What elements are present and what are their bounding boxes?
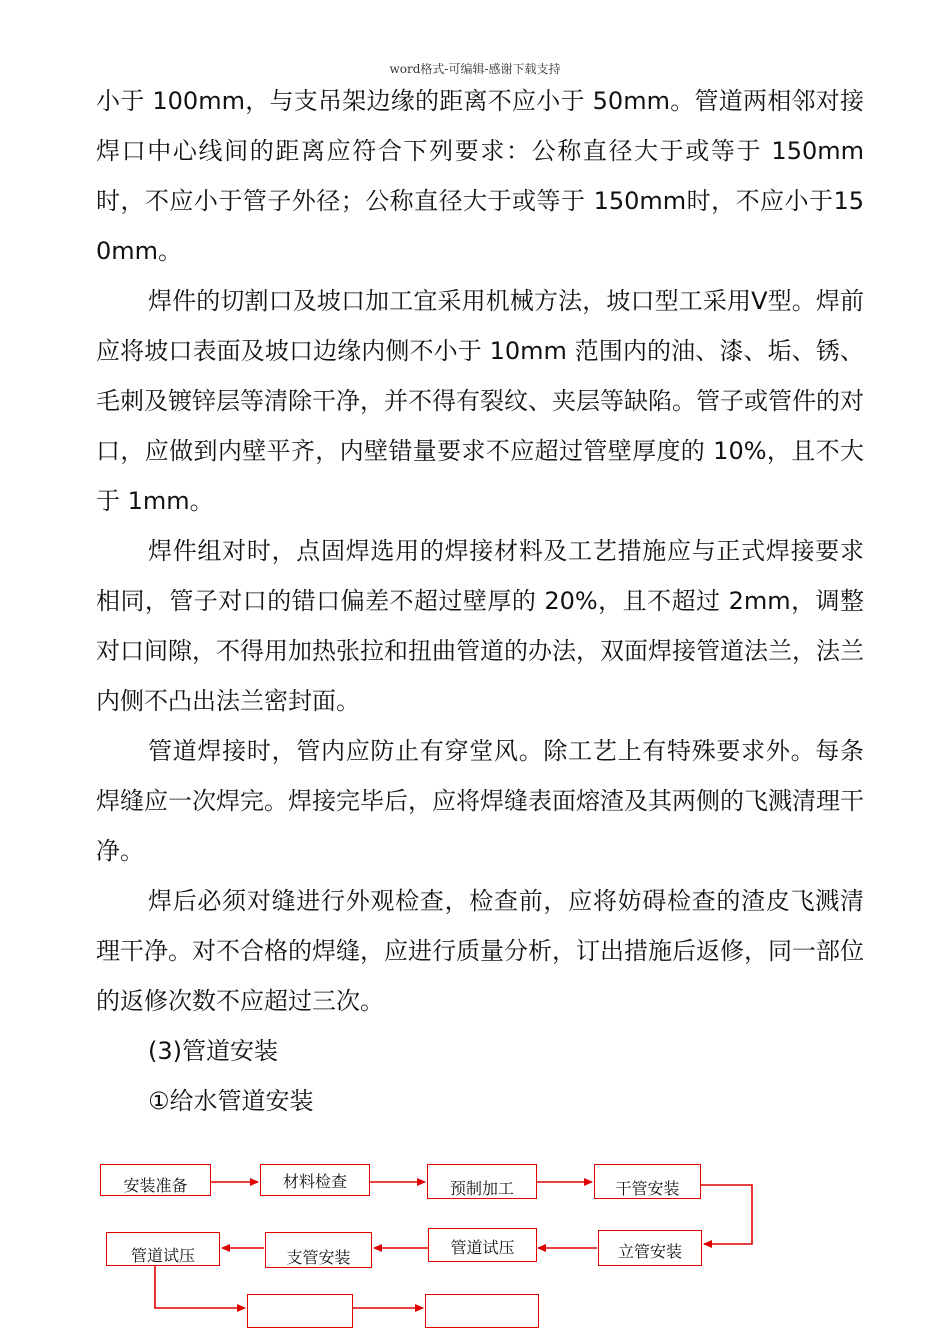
- flow-box-material-check: 材料检查: [260, 1164, 370, 1196]
- document-body: [96, 76, 864, 1126]
- subsection-heading: ①给水管道安装: [148, 1087, 314, 1115]
- flowchart: [0, 1150, 950, 1340]
- flow-box-branch-pipe: 支管安装: [265, 1232, 372, 1268]
- paragraph-4: 管道焊接时，管内应防止有穿堂风。除工艺上有特殊要求外。每条焊缝应一次焊完。焊接完毕后，应将焊缝表面熔渣及其两侧的飞溅清理干净。: [96, 737, 864, 865]
- flow-box-empty-1: [247, 1294, 353, 1328]
- paragraph-1: 小于 100mm，与支吊架边缘的距离不应小于 50mm。管道两相邻对接焊口中心线间的距离应符合下列要求：公称直径大于或等于 150mm时，不应小于管子外径；公称直径大于或等于 150mm时，不应小于150mm。: [96, 87, 864, 265]
- flow-box-empty-2: [425, 1294, 539, 1328]
- flow-box-riser-pipe: 立管安装: [598, 1230, 702, 1266]
- page-header: word格式-可编辑-感谢下载支持: [389, 62, 561, 76]
- paragraph-3: 焊件组对时，点固焊选用的焊接材料及工艺措施应与正式焊接要求相同，管子对口的错口偏差不超过壁厚的 20%，且不超过 2mm，调整对口间隙，不得用加热张拉和扭曲管道的办法，双面焊接管道法兰，法兰内侧不凸出法兰密封面。: [96, 537, 864, 715]
- arrow-8-9: [155, 1264, 245, 1308]
- flow-box-prefabrication: 预制加工: [427, 1164, 537, 1199]
- section-heading: (3)管道安装: [148, 1037, 278, 1065]
- paragraph-5: 焊后必须对缝进行外观检查，检查前，应将妨碍检查的渣皮飞溅清理干净。对不合格的焊缝，应进行质量分析，订出措施后返修，同一部位的返修次数不应超过三次。: [96, 887, 864, 1015]
- arrow-4-5: [701, 1185, 752, 1244]
- flow-box-pressure-test-1: 管道试压: [106, 1232, 220, 1266]
- paragraph-2: 焊件的切割口及坡口加工宜采用机械方法，坡口型工采用V型。焊前应将坡口表面及坡口边缘内侧不小于 10mm 范围内的油、漆、垢、锈、毛刺及镀锌层等清除干净，并不得有裂纹、夹层等缺陷。管子或管件的对口，应做到内壁平齐，内壁错量要求不应超过管壁厚度的 10%，且不大于 1mm。: [96, 287, 864, 515]
- flow-box-install-prep: 安装准备: [100, 1164, 211, 1196]
- flow-box-main-pipe: 干管安装: [594, 1164, 701, 1199]
- flow-box-pressure-test-2: 管道试压: [428, 1228, 537, 1262]
